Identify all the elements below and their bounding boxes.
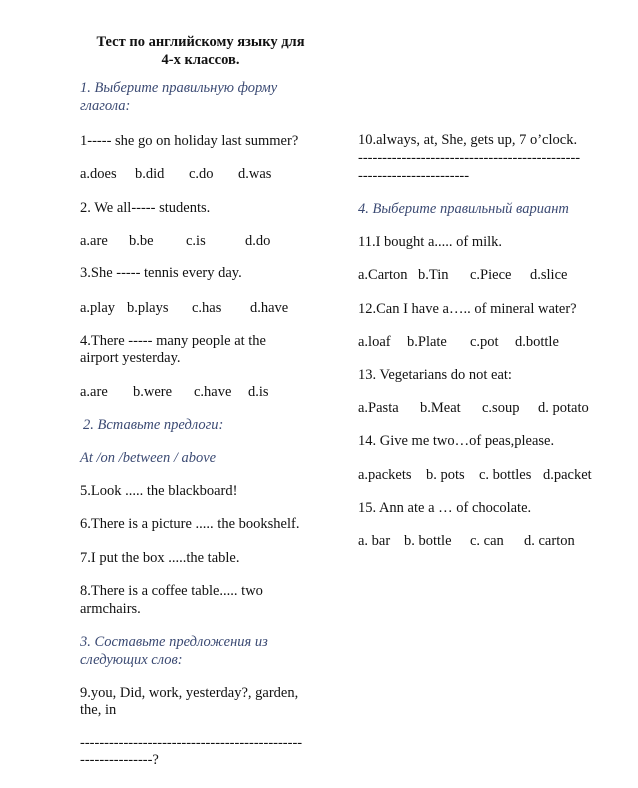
question-4-line2: airport yesterday. <box>80 350 181 366</box>
option[interactable]: a.are <box>80 233 108 249</box>
option[interactable]: b.Tin <box>418 267 449 283</box>
option[interactable]: c.is <box>186 233 206 249</box>
question-2: 2. We all----- students. <box>80 200 211 216</box>
option[interactable]: d.packet <box>543 467 592 483</box>
option[interactable]: b. pots <box>426 467 465 483</box>
section1-heading-line2: глагола: <box>80 98 131 114</box>
question-3: 3.She ----- tennis every day. <box>80 265 242 281</box>
question-6: 6.There is a picture ..... the bookshelf. <box>80 516 300 532</box>
option[interactable]: b.Meat <box>420 400 461 416</box>
option[interactable]: b.plays <box>127 300 169 316</box>
question-14: 14. Give me two…of peas,please. <box>358 433 555 449</box>
question-9-line2: the, in <box>80 702 117 718</box>
option[interactable]: d.have <box>250 300 289 316</box>
option[interactable]: a.Pasta <box>358 400 399 416</box>
option[interactable]: d.was <box>238 166 272 182</box>
question-10-answer-line2[interactable]: ----------------------- <box>358 168 470 184</box>
question-1: 1----- she go on holiday last summer? <box>80 133 299 149</box>
question-8-line1: 8.There is a coffee table..... two <box>80 583 263 599</box>
section3-heading-line2: следующих слов: <box>80 652 183 668</box>
option[interactable]: b. bottle <box>404 533 452 549</box>
section4-heading: 4. Выберите правильный вариант <box>358 201 569 217</box>
option[interactable]: b.were <box>133 384 173 400</box>
question-13: 13. Vegetarians do not eat: <box>358 367 512 383</box>
question-7: 7.I put the box .....the table. <box>80 550 240 566</box>
option[interactable]: c.do <box>189 166 214 182</box>
question-5: 5.Look ..... the blackboard! <box>80 483 238 499</box>
option[interactable]: b.did <box>135 166 165 182</box>
section1-heading-line1: 1. Выберите правильную форму <box>80 80 278 96</box>
question-9-answer-line2[interactable]: ---------------? <box>80 752 159 768</box>
question-9-line1: 9.you, Did, work, yesterday?, garden, <box>80 685 299 701</box>
option[interactable]: a.packets <box>358 467 412 483</box>
question-10: 10.always, at, She, gets up, 7 o’clock. <box>358 132 578 148</box>
option[interactable]: a.does <box>80 166 117 182</box>
option[interactable]: b.be <box>129 233 154 249</box>
question-9-answer-line1[interactable]: ---------------------------------------------- <box>80 735 303 751</box>
option[interactable]: c.have <box>194 384 232 400</box>
option[interactable]: c.soup <box>482 400 520 416</box>
option[interactable]: d.is <box>248 384 269 400</box>
question-15: 15. Ann ate a … of chocolate. <box>358 500 532 516</box>
question-4-line1: 4.There ----- many people at the <box>80 333 266 349</box>
option[interactable]: c. bottles <box>479 467 532 483</box>
option[interactable]: d.bottle <box>515 334 559 350</box>
option[interactable]: d.slice <box>530 267 568 283</box>
option[interactable]: a.Carton <box>358 267 408 283</box>
option[interactable]: c.Piece <box>470 267 512 283</box>
option[interactable]: a. bar <box>358 533 391 549</box>
option[interactable]: a.play <box>80 300 116 316</box>
option[interactable]: d. potato <box>538 400 589 416</box>
option[interactable]: c.has <box>192 300 222 316</box>
section2-heading: 2. Вставьте предлоги: <box>83 417 224 433</box>
option[interactable]: d. carton <box>524 533 575 549</box>
option[interactable]: a.are <box>80 384 108 400</box>
option[interactable]: c.pot <box>470 334 499 350</box>
option[interactable]: a.loaf <box>358 334 391 350</box>
page-title-line2: 4-х классов. <box>161 52 240 68</box>
option[interactable]: c. can <box>470 533 504 549</box>
page-title-line1: Тест по английскому языку для <box>96 34 305 50</box>
section2-words: At /on /between / above <box>80 450 217 466</box>
section3-heading-line1: 3. Составьте предложения из <box>80 634 268 650</box>
question-8-line2: armchairs. <box>80 601 141 617</box>
question-10-answer-line1[interactable]: ---------------------------------------------- <box>358 150 581 166</box>
option[interactable]: d.do <box>245 233 271 249</box>
question-11: 11.I bought a..... of milk. <box>358 234 503 250</box>
question-12: 12.Can I have a….. of mineral water? <box>358 301 577 317</box>
option[interactable]: b.Plate <box>407 334 447 350</box>
